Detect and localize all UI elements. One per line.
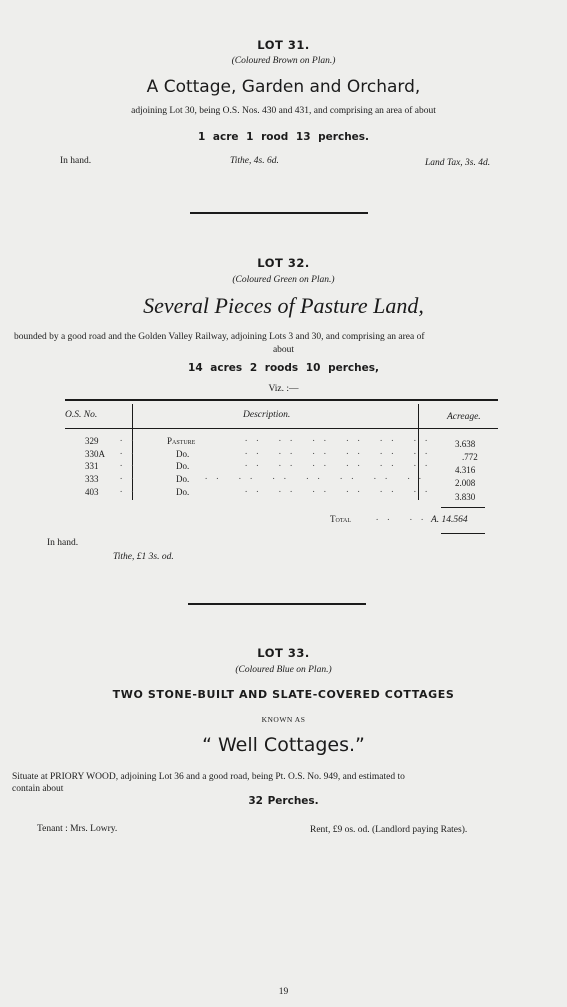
table-leader-dots: .. — [120, 484, 143, 494]
table-leader-dots: .. .. .. .. .. .. .. — [205, 471, 430, 481]
table-cell-os-no: 329 — [85, 436, 99, 446]
lot31-title: A Cottage, Garden and Orchard, — [146, 77, 421, 97]
table-cell-description: Do. — [176, 487, 190, 497]
table-cell-description: Do. — [176, 461, 190, 471]
table-leader-dots: .. .. — [376, 512, 433, 522]
table-header-rule — [65, 428, 498, 429]
table-top-rule — [65, 399, 498, 401]
table-leader-dots: .. — [120, 471, 143, 481]
lot31-area: 1 acre 1 rood 13 perches. — [197, 131, 370, 143]
lot32-plan-note: (Coloured Green on Plan.) — [232, 275, 335, 285]
table-leader-dots: .. .. .. .. .. .. — [245, 446, 437, 456]
lot33-heading: LOT 33. — [257, 646, 310, 660]
table-cell-acreage: 4.316 — [455, 465, 476, 475]
lot31-occupation: In hand. — [60, 156, 92, 166]
table-header-acreage: Acreage. — [447, 412, 481, 422]
lot33-title: TWO STONE-BUILT AND SLATE-COVERED COTTAGES — [112, 688, 455, 701]
table-leader-dots: .. — [120, 433, 143, 443]
lot32-area: 14 acres 2 roods 10 perches, — [188, 362, 379, 374]
table-cell-acreage: 3.638 — [455, 439, 476, 449]
table-cell-description: Pasture — [167, 436, 196, 446]
lot31-description: adjoining Lot 30, being O.S. Nos. 430 and 431, and comprising an area of about — [131, 106, 436, 116]
lot31-heading: LOT 31. — [257, 38, 310, 52]
table-leader-dots: .. .. .. .. .. .. — [245, 484, 437, 494]
table-cell-os-no: 331 — [85, 461, 99, 471]
lot32-description-line2: about — [272, 345, 295, 355]
lot33-description-line2: contain about — [12, 784, 64, 794]
lot31-plan-note: (Coloured Brown on Plan.) — [231, 56, 336, 66]
lot33-plan-note: (Coloured Blue on Plan.) — [235, 665, 332, 675]
table-cell-acreage: .772 — [462, 452, 478, 462]
lot31-land-tax: Land Tax, 3s. 4d. — [425, 158, 491, 168]
table-cell-os-no: 330A — [85, 449, 105, 459]
lot33-name: “ Well Cottages.” — [202, 734, 365, 756]
table-cell-description: Do. — [176, 474, 190, 484]
lot33-area: 32 Perches. — [248, 795, 319, 807]
lot32-title: Several Pieces of Pasture Land, — [143, 293, 424, 318]
lot33-rent: Rent, £9 os. od. (Landlord paying Rates). — [310, 825, 468, 835]
page-number: 19 — [278, 987, 289, 997]
table-cell-os-no: 403 — [85, 487, 99, 497]
lot32-viz: Viz. :— — [268, 384, 299, 394]
table-cell-os-no: 333 — [85, 474, 99, 484]
total-under-rule — [441, 533, 485, 534]
table-leader-dots: .. — [120, 446, 143, 456]
table-leader-dots: .. — [120, 458, 143, 468]
table-cell-description: Do. — [176, 449, 190, 459]
total-over-rule — [441, 507, 485, 508]
lot31-tithe: Tithe, 4s. 6d. — [230, 156, 279, 166]
table-cell-acreage: 3.830 — [455, 492, 476, 502]
lot33-tenant: Tenant : Mrs. Lowry. — [37, 824, 118, 834]
section-divider — [190, 212, 368, 214]
table-total-label: Total — [330, 514, 352, 524]
lot32-tithe: Tithe, £1 3s. od. — [113, 552, 174, 562]
lot32-heading: LOT 32. — [257, 256, 310, 270]
table-leader-dots: .. .. .. .. .. .. — [245, 433, 437, 443]
table-header-description: Description. — [243, 410, 291, 420]
lot32-occupation: In hand. — [47, 538, 79, 548]
section-divider — [188, 603, 366, 605]
table-leader-dots: .. .. .. .. .. .. — [245, 458, 437, 468]
lot32-description-line1: bounded by a good road and the Golden Valley Railway, adjoining Lots 3 and 30, and comprising an area of — [14, 332, 425, 342]
table-header-os-no: O.S. No. — [65, 410, 98, 420]
lot33-known-as: KNOWN AS — [261, 715, 306, 724]
table-cell-acreage: 2.008 — [455, 478, 476, 488]
lot33-description-line1: Situate at PRIORY WOOD, adjoining Lot 36 and a good road, being Pt. O.S. No. 949, and estimated to — [12, 772, 405, 782]
table-total-value: A. 14.564 — [431, 515, 468, 525]
